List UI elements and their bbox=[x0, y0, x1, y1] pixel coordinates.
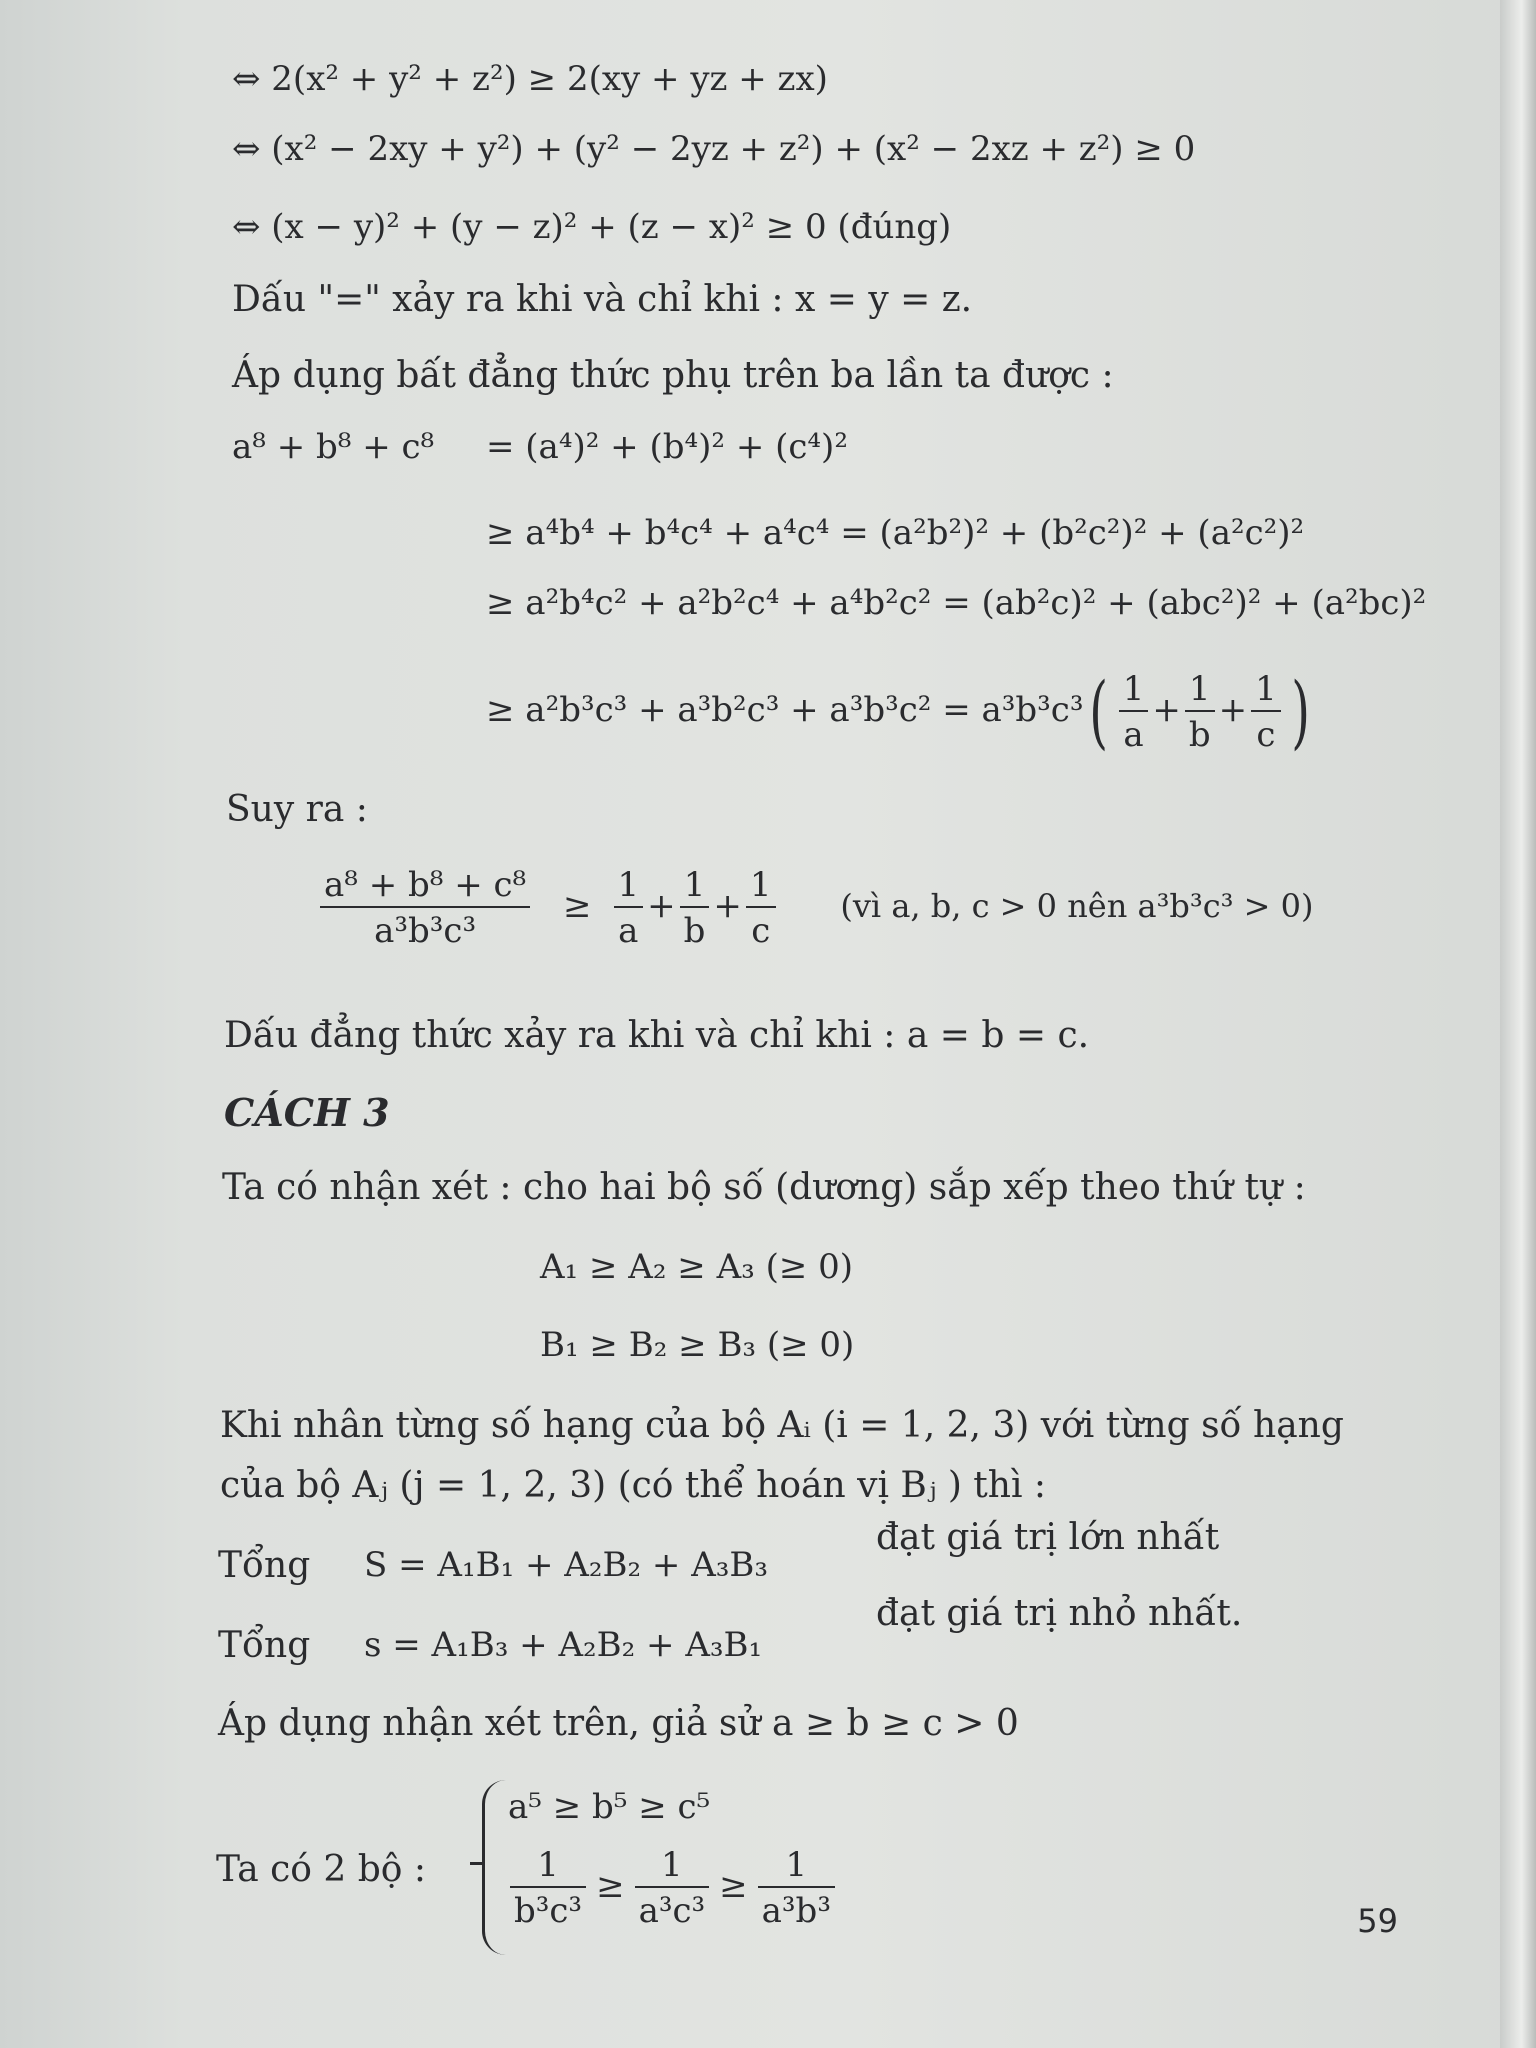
fraction-1-over-a3b3: $\frac{1}{\text{a³b³}}$ bbox=[758, 1848, 835, 1928]
apply-remark-text: Áp dụng nhận xét trên, giả sử a ≥ b ≥ c > 0 bbox=[218, 1703, 1019, 1744]
fraction-main: $\frac{\text{a⁸ + b⁸ + c⁸}}{\text{a³b³c³}}$ bbox=[320, 868, 530, 948]
equality-condition-xyz: Dấu "=" xảy ra khi và chỉ khi : x = y = z. bbox=[232, 279, 973, 320]
multiply-text-2: của bộ Aⱼ (j = 1, 2, 3) (có thể hoán vị Bⱼ ) thì : bbox=[220, 1465, 1047, 1506]
chain-step-3: ≥ a²b⁴c² + a²b²c⁴ + a⁴b²c² = (ab²c)² + (abc²)² + (a²bc)² bbox=[486, 583, 1427, 623]
set-2: $\frac{1}{\text{b³c³}}$ ≥ $\frac{1}{\text{a³c³}}$ ≥ $\frac{1}{\text{a³b³}}$ bbox=[506, 1848, 839, 1928]
sum-max-label: Tổng bbox=[218, 1545, 311, 1586]
fraction-1-over-a: $\frac{1}{a}$ bbox=[1119, 672, 1149, 752]
chain-step-4: ≥ a²b³c³ + a³b²c³ + a³b³c² = a³b³c³( $\frac{1}{a}$ + $\frac{1}{b}$ + $\frac{1}{c}$ ) bbox=[486, 665, 1310, 758]
two-sets-label: Ta có 2 bộ : bbox=[216, 1849, 427, 1890]
suy-ra-label: Suy ra : bbox=[226, 789, 368, 830]
left-paren: ( bbox=[1089, 665, 1109, 758]
section-heading-cach-3: CÁCH 3 bbox=[224, 1090, 390, 1135]
sequence-a: A₁ ≥ A₂ ≥ A₃ (≥ 0) bbox=[540, 1247, 854, 1287]
set-brace bbox=[482, 1780, 509, 1955]
right-paren: ) bbox=[1290, 665, 1310, 758]
sequence-b: B₁ ≥ B₂ ≥ B₃ (≥ 0) bbox=[540, 1325, 855, 1365]
fraction-1-over-c: $\frac{1}{c}$ bbox=[1251, 672, 1281, 752]
chain-lhs: a⁸ + b⁸ + c⁸ bbox=[232, 427, 435, 467]
equation-line-1: ⇔ 2(x² + y² + z²) ≥ 2(xy + yz + zx) bbox=[232, 59, 828, 99]
positivity-note: (vì a, b, c > 0 nên a³b³c³ > 0) bbox=[840, 887, 1314, 925]
chain-step-2: ≥ a⁴b⁴ + b⁴c⁴ + a⁴c⁴ = (a²b²)² + (b²c²)² + (a²c²)² bbox=[486, 513, 1305, 553]
fraction-1-over-a-2: $\frac{1}{a}$ bbox=[614, 868, 644, 948]
fraction-1-over-b: $\frac{1}{b}$ bbox=[1185, 672, 1215, 752]
sum-min-label: Tổng bbox=[218, 1625, 311, 1666]
sum-min-expression: s = A₁B₃ + A₂B₂ + A₃B₁ bbox=[364, 1625, 763, 1665]
fraction-1-over-b3c3: $\frac{1}{\text{b³c³}}$ bbox=[510, 1848, 586, 1928]
chain-step-1: = (a⁴)² + (b⁴)² + (c⁴)² bbox=[486, 427, 848, 467]
equation-line-3: ⇔ (x − y)² + (y − z)² + (z − x)² ≥ 0 (đúng) bbox=[232, 207, 952, 247]
sum-max-note: đạt giá trị lớn nhất bbox=[876, 1517, 1220, 1558]
apply-lemma-text: Áp dụng bất đẳng thức phụ trên ba lần ta được : bbox=[232, 355, 1114, 396]
book-spine bbox=[1500, 0, 1536, 2048]
fraction-1-over-b-2: $\frac{1}{b}$ bbox=[680, 868, 710, 948]
set-brace-tip bbox=[470, 1862, 484, 1865]
remark-intro: Ta có nhận xét : cho hai bộ số (dương) sắp xếp theo thứ tự : bbox=[222, 1167, 1306, 1208]
main-inequality: $\frac{\text{a⁸ + b⁸ + c⁸}}{\text{a³b³c³}}$ ≥ $\frac{1}{a}$ + $\frac{1}{b}$ + $\frac{1}{c}$ (vì a, b, c > 0 nên a³b³c³ > 0) bbox=[316, 868, 1313, 948]
equation-line-2: ⇔ (x² − 2xy + y²) + (y² − 2yz + z²) + (x² − 2xz + z²) ≥ 0 bbox=[232, 129, 1196, 169]
chain-step-4-expr: ≥ a²b³c³ + a³b²c³ + a³b³c² = a³b³c³ bbox=[486, 690, 1084, 730]
fraction-1-over-a3c3: $\frac{1}{\text{a³c³}}$ bbox=[635, 1848, 710, 1928]
fraction-1-over-c-2: $\frac{1}{c}$ bbox=[746, 868, 776, 948]
sum-max-expression: S = A₁B₁ + A₂B₂ + A₃B₃ bbox=[364, 1545, 768, 1585]
sum-min-note: đạt giá trị nhỏ nhất. bbox=[876, 1593, 1243, 1634]
multiply-text-1: Khi nhân từng số hạng của bộ Aᵢ (i = 1, 2, 3) với từng số hạng bbox=[220, 1405, 1344, 1446]
equality-condition-abc: Dấu đẳng thức xảy ra khi và chỉ khi : a = b = c. bbox=[224, 1015, 1090, 1056]
set-1: a⁵ ≥ b⁵ ≥ c⁵ bbox=[508, 1787, 711, 1827]
page-number: 59 bbox=[1357, 1902, 1398, 1940]
